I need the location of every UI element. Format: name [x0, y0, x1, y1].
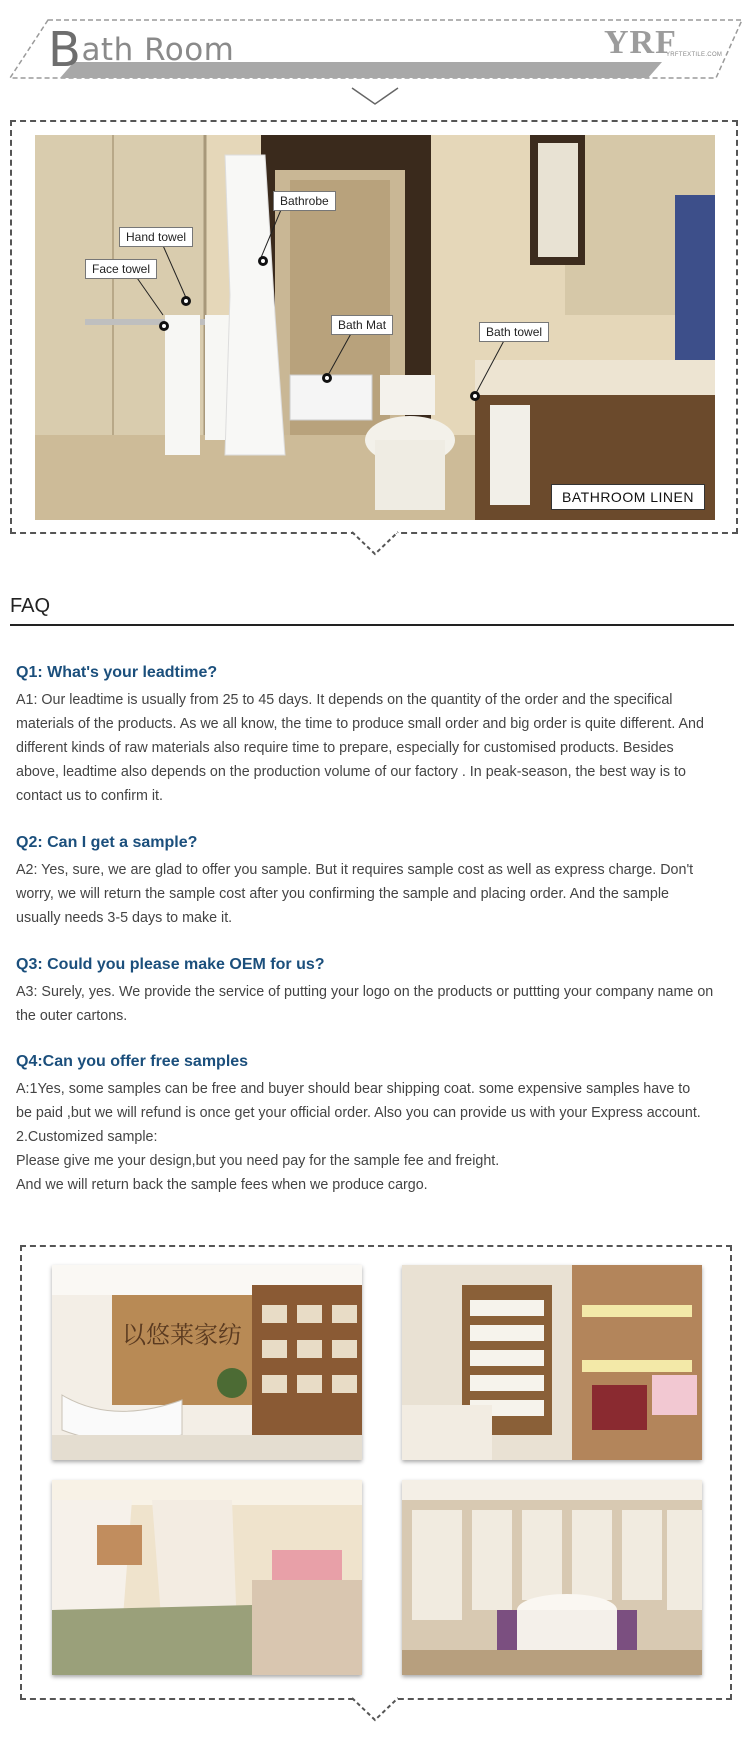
faq-answer-line: contact us to confirm it.	[16, 788, 163, 804]
showroom-photo-reception	[52, 1265, 362, 1460]
banner-title-initial: B	[48, 22, 82, 78]
faq-question-3: Q3: Could you please make OEM for us?	[16, 956, 325, 973]
face-towel-marker	[159, 321, 169, 331]
faq-answer-line: usually needs 3-5 days to make it.	[16, 910, 233, 926]
faq-divider	[10, 624, 734, 626]
bathroom-frame-notch	[350, 530, 400, 560]
faq-answer-line: worry, we will return the sample cost after you confirming the sample and placing order. And the sample	[16, 886, 669, 902]
faq-heading: FAQ	[10, 595, 51, 617]
banquet-illustration	[402, 1480, 702, 1675]
bath-towel-marker	[470, 391, 480, 401]
faq-answer-4	[16, 1077, 744, 1197]
label-bathrobe: Bathrobe	[273, 191, 336, 211]
faq-answer-line: different kinds of raw materials also require time to prepare, especially for customised products. Besides	[16, 740, 674, 756]
bedroom-illustration	[52, 1480, 362, 1675]
showroom-photo-bedroom	[52, 1480, 362, 1675]
brand-logo-url: YRFTEXTILE.COM	[666, 52, 723, 58]
bathrobe-marker	[258, 256, 268, 266]
faq-question-2: Q2: Can I get a sample?	[16, 834, 198, 851]
faq-answer-2	[16, 858, 744, 930]
showroom-photo-banquet	[402, 1480, 702, 1675]
faq-answer-3	[16, 980, 744, 1028]
label-face-towel: Face towel	[85, 259, 157, 279]
faq-answer-line: the outer cartons.	[16, 1008, 128, 1024]
bathroom-linen-tag: BATHROOM LINEN	[551, 484, 705, 510]
hand-towel-marker	[181, 296, 191, 306]
faq-answer-1	[16, 688, 744, 808]
faq-answer-line: A3: Surely, yes. We provide the service of putting your logo on the products or puttting your company name on	[16, 984, 714, 1000]
bath-mat-marker	[322, 373, 332, 383]
faq-answer-line: A:1Yes, some samples can be free and buyer should bear shipping coat. some expensive samples have to	[16, 1081, 691, 1097]
banner-title-rest: ath Room	[81, 32, 235, 68]
label-bath-mat: Bath Mat	[331, 315, 393, 335]
brand-logo: YRF	[604, 24, 677, 61]
label-hand-towel: Hand towel	[119, 227, 193, 247]
faq-answer-line: 2.Customized sample:	[16, 1129, 158, 1145]
bathroom-linen-photo	[35, 135, 715, 520]
faq-answer-line: above, leadtime also depends on the production volume of our factory . In peak-season, the best way is to	[16, 764, 686, 780]
showroom-sign: 以悠莱家纺	[122, 1321, 242, 1349]
faq-answer-line: materials of the products. As we all know, the time to produce small order and big order is quite different. And	[16, 716, 704, 732]
faq-answer-line: be paid ,but we will refund is once get your official order. Also you can provide us with your Express account.	[16, 1105, 701, 1121]
faq-question-1: Q1: What's your leadtime?	[16, 664, 218, 681]
pillow-display-illustration	[402, 1265, 702, 1460]
faq-answer-line: And we will return back the sample fees when we produce cargo.	[16, 1177, 428, 1193]
section-banner	[0, 0, 750, 110]
showroom-photo-pillows	[402, 1265, 702, 1460]
faq-answer-line: A2: Yes, sure, we are glad to offer you sample. But it requires sample cost as well as express charge. Don't	[16, 862, 694, 878]
banner-title	[48, 22, 234, 78]
faq-question-4: Q4:Can you offer free samples	[16, 1053, 249, 1070]
reception-illustration	[52, 1265, 362, 1460]
faq-answer-line: A1: Our leadtime is usually from 25 to 45 days. It depends on the quantity of the order and the specifical	[16, 692, 673, 708]
showroom-frame-notch	[350, 1696, 400, 1726]
faq-answer-line: Please give me your design,but you need pay for the sample fee and freight.	[16, 1153, 500, 1169]
label-bath-towel: Bath towel	[479, 322, 549, 342]
